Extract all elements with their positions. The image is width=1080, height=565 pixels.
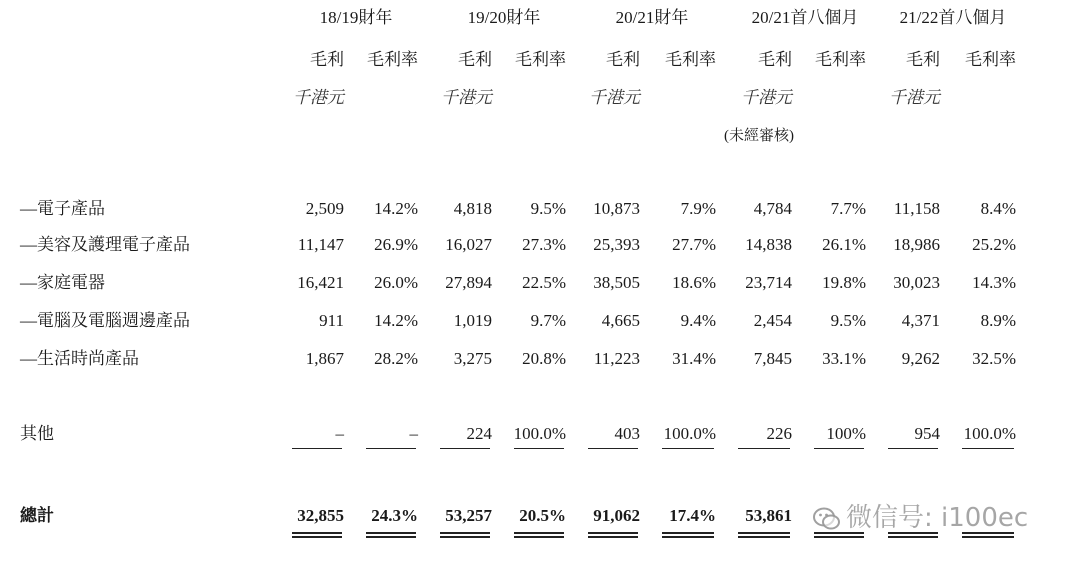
table-cell: 22.5% xyxy=(522,273,566,292)
table-cell: 26.0% xyxy=(374,273,418,292)
table-cell: 38,505 xyxy=(593,273,640,292)
table-cell: 18.6% xyxy=(672,273,716,292)
table-cell: 26.9% xyxy=(374,235,418,254)
others-cell: 224 xyxy=(466,424,492,443)
table-cell: 31.4% xyxy=(672,349,716,368)
subtotal-rule xyxy=(440,448,490,449)
table-cell: 23,714 xyxy=(745,273,792,292)
col-header-margin: 毛利率 xyxy=(815,50,866,69)
col-header-margin: 毛利率 xyxy=(515,50,566,69)
col-header-margin: 毛利率 xyxy=(665,50,716,69)
others-cell: 100.0% xyxy=(513,424,566,443)
table-cell: 19.8% xyxy=(822,273,866,292)
col-header-profit: 毛利 xyxy=(906,50,940,69)
table-cell: 4,371 xyxy=(901,311,940,330)
table-cell: 4,818 xyxy=(453,199,492,218)
period-header: 21/22首八個月 xyxy=(899,8,1007,27)
others-cell: 100.0% xyxy=(663,424,716,443)
subtotal-rule xyxy=(814,448,864,449)
col-header-margin: 毛利率 xyxy=(965,50,1016,69)
table-cell: 28.2% xyxy=(374,349,418,368)
subtotal-rule xyxy=(738,448,790,449)
table-cell: 911 xyxy=(319,311,344,330)
table-cell: 33.1% xyxy=(822,349,866,368)
period-header: 20/21首八個月 xyxy=(751,8,859,27)
table-cell: 9.5% xyxy=(830,311,866,330)
row-label: —家庭電器 xyxy=(20,273,105,292)
total-double-rule xyxy=(662,532,714,538)
period-header: 19/20財年 xyxy=(467,8,541,27)
total-cell: 53,861 xyxy=(745,506,792,525)
col-header-margin: 毛利率 xyxy=(367,50,418,69)
unit-label: 千港元 xyxy=(441,88,492,107)
others-cell: 100.0% xyxy=(963,424,1016,443)
unit-label: 千港元 xyxy=(741,88,792,107)
table-cell: 7,845 xyxy=(753,349,792,368)
table-cell: 27.7% xyxy=(672,235,716,254)
table-cell: 27.3% xyxy=(522,235,566,254)
table-cell: 32.5% xyxy=(972,349,1016,368)
table-cell: 7.9% xyxy=(680,199,716,218)
table-cell: 25.2% xyxy=(972,235,1016,254)
table-cell: 25,393 xyxy=(593,235,640,254)
others-cell: 226 xyxy=(766,424,792,443)
table-cell: 16,027 xyxy=(445,235,492,254)
total-double-rule xyxy=(514,532,564,538)
subtotal-rule xyxy=(588,448,638,449)
table-cell: 26.1% xyxy=(822,235,866,254)
total-double-rule xyxy=(588,532,638,538)
table-cell: 3,275 xyxy=(453,349,492,368)
table-cell: 30,023 xyxy=(893,273,940,292)
table-cell: 9.5% xyxy=(530,199,566,218)
table-cell: 4,665 xyxy=(601,311,640,330)
table-cell: 14.2% xyxy=(374,199,418,218)
unit-label: 千港元 xyxy=(293,88,344,107)
table-cell: 27,894 xyxy=(445,273,492,292)
table-cell: 1,867 xyxy=(305,349,344,368)
subtotal-rule xyxy=(888,448,938,449)
total-cell: 24.3% xyxy=(371,506,418,525)
period-header: 18/19財年 xyxy=(319,8,393,27)
others-cell: 100% xyxy=(826,424,866,443)
total-double-rule xyxy=(366,532,416,538)
subtotal-rule xyxy=(366,448,416,449)
row-label: —電子產品 xyxy=(20,199,105,218)
total-double-rule xyxy=(738,532,790,538)
subtotal-rule xyxy=(662,448,714,449)
others-cell: – xyxy=(335,424,344,443)
unit-label: 千港元 xyxy=(889,88,940,107)
row-label: —電腦及電腦週邊產品 xyxy=(20,311,190,330)
total-cell: 53,257 xyxy=(445,506,492,525)
table-cell: 11,147 xyxy=(297,235,344,254)
watermark-text: 微信号: i100ec xyxy=(846,503,1029,533)
total-label: 總計 xyxy=(20,506,54,525)
total-cell: 91,062 xyxy=(593,506,640,525)
table-cell: 8.9% xyxy=(980,311,1016,330)
total-double-rule xyxy=(292,532,342,538)
table-cell: 18,986 xyxy=(893,235,940,254)
total-cell: 17.4% xyxy=(669,506,716,525)
row-label: —美容及護理電子產品 xyxy=(20,235,190,254)
table-cell: 4,784 xyxy=(753,199,792,218)
table-cell: 7.7% xyxy=(830,199,866,218)
wechat-icon xyxy=(812,505,842,533)
row-label: —生活時尚產品 xyxy=(20,349,139,368)
others-cell: – xyxy=(409,424,418,443)
total-cell: 20.5% xyxy=(519,506,566,525)
subtotal-rule xyxy=(962,448,1014,449)
period-header: 20/21財年 xyxy=(615,8,689,27)
col-header-profit: 毛利 xyxy=(310,50,344,69)
table-cell: 9,262 xyxy=(901,349,940,368)
unit-label: 千港元 xyxy=(589,88,640,107)
table-cell: 10,873 xyxy=(593,199,640,218)
table-cell: 14.2% xyxy=(374,311,418,330)
table-cell: 9.7% xyxy=(530,311,566,330)
col-header-profit: 毛利 xyxy=(606,50,640,69)
subtotal-rule xyxy=(292,448,342,449)
table-cell: 1,019 xyxy=(453,311,492,330)
total-double-rule xyxy=(440,532,490,538)
table-cell: 2,509 xyxy=(305,199,344,218)
table-cell: 14,838 xyxy=(745,235,792,254)
col-header-profit: 毛利 xyxy=(758,50,792,69)
others-cell: 954 xyxy=(914,424,940,443)
table-cell: 20.8% xyxy=(522,349,566,368)
others-label: 其他 xyxy=(20,424,54,443)
table-cell: 2,454 xyxy=(753,311,792,330)
col-header-profit: 毛利 xyxy=(458,50,492,69)
table-cell: 9.4% xyxy=(680,311,716,330)
others-cell: 403 xyxy=(614,424,640,443)
table-cell: 11,158 xyxy=(893,199,940,218)
table-cell: 8.4% xyxy=(980,199,1016,218)
table-cell: 16,421 xyxy=(297,273,344,292)
total-cell: 32,855 xyxy=(297,506,344,525)
table-cell: 11,223 xyxy=(593,349,640,368)
table-cell: 14.3% xyxy=(972,273,1016,292)
unaudited-note: (未經審核) xyxy=(724,128,794,144)
subtotal-rule xyxy=(514,448,564,449)
watermark xyxy=(812,500,1062,536)
